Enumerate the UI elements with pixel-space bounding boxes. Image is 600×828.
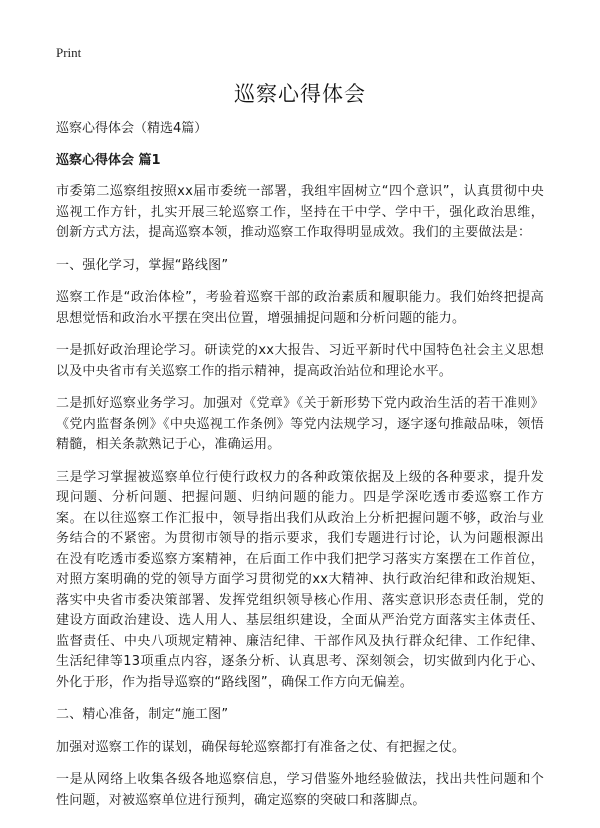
document-subtitle: 巡察心得体会（精选4篇） [56,121,208,136]
paragraph: 巡察工作是“政治体检”，考验着巡察干部的政治素质和履职能力。我们始终把提高思想觉悟和政治水平摆在突出位置，增强捕捉问题和分析问题的能力。 [56,290,544,326]
paragraph-intro: 市委第二巡察组按照xx届市委统一部署，我组牢固树立“四个意识”，认真贯彻中央巡视工作方针，扎实开展三轮巡察工作，坚持在干中学、学中干，强化政治思维，创新方式方法，提高巡察本领，推动巡察工作取得明显成效。我们的主要做法是： [56,184,544,240]
paragraph-heading-1: 一、强化学习，掌握“路线图” [56,257,229,273]
paragraph: 加强对巡察工作的谋划，确保每轮巡察都打有准备之仗、有把握之仗。 [56,739,466,755]
paragraph-heading-2: 二、精心准备，制定“施工图” [56,707,229,722]
section-heading: 巡察心得体会 篇1 [56,153,161,168]
print-label: Print [56,45,82,60]
paragraph: 一是抓好政治理论学习。研读党的xx大报告、习近平新时代中国特色社会主义思想以及中央省市有关巡察工作的指示精神，提高政治站位和理论水平。 [56,343,544,379]
document-body [56,120,544,823]
paragraph: 二是抓好巡察业务学习。加强对《党章》《关于新形势下党内政治生活的若干准则》《党内监督条例》《中央巡视工作条例》等党内法规学习，逐字逐句推敲品味，领悟精髓，相关条款熟记于心，准确运用。 [56,396,544,452]
page-title: 巡察心得体会 [234,82,366,106]
paragraph: 三是学习掌握被巡察单位行使行政权力的各种政策依据及上级的各种要求，提升发现问题、分析问题、把握问题、归纳问题的能力。四是学深吃透市委巡察工作方案。在以往巡察工作汇报中，领导指出我们从政治上分析把握问题不够，政治与业务结合的不紧密。为贯彻市领导的指示要求，我们专题进行讨论，认为问题根源出在没有吃透市委巡察方案精神，在后面工作中我们把学习落实方案摆在工作首位，对照方案明确的党的领导方面学习贯彻党的xx大精神、执行政治纪律和政治规矩、落实中央省市委决策部署、发挥党组织领导核心作用、落实意识形态责任制，党的建设方面政治建设、选人用人、基层组织建设，全面从严治党方面落实主体责任、监督责任、中央八项规定精神、廉洁纪律、干部作风及执行群众纪律、工作纪律、生活纪律等13项重点内容，逐条分析、认真思考、深刻领会，切实做到内化于心、外化于形，作为指导巡察的“路线图”，确保工作方向无偏差。 [56,469,544,690]
paragraph: 一是从网络上收集各级各地巡察信息，学习借鉴外地经验做法，找出共性问题和个性问题，对被巡察单位进行预判，确定巡察的突破口和落脚点。 [56,772,544,808]
